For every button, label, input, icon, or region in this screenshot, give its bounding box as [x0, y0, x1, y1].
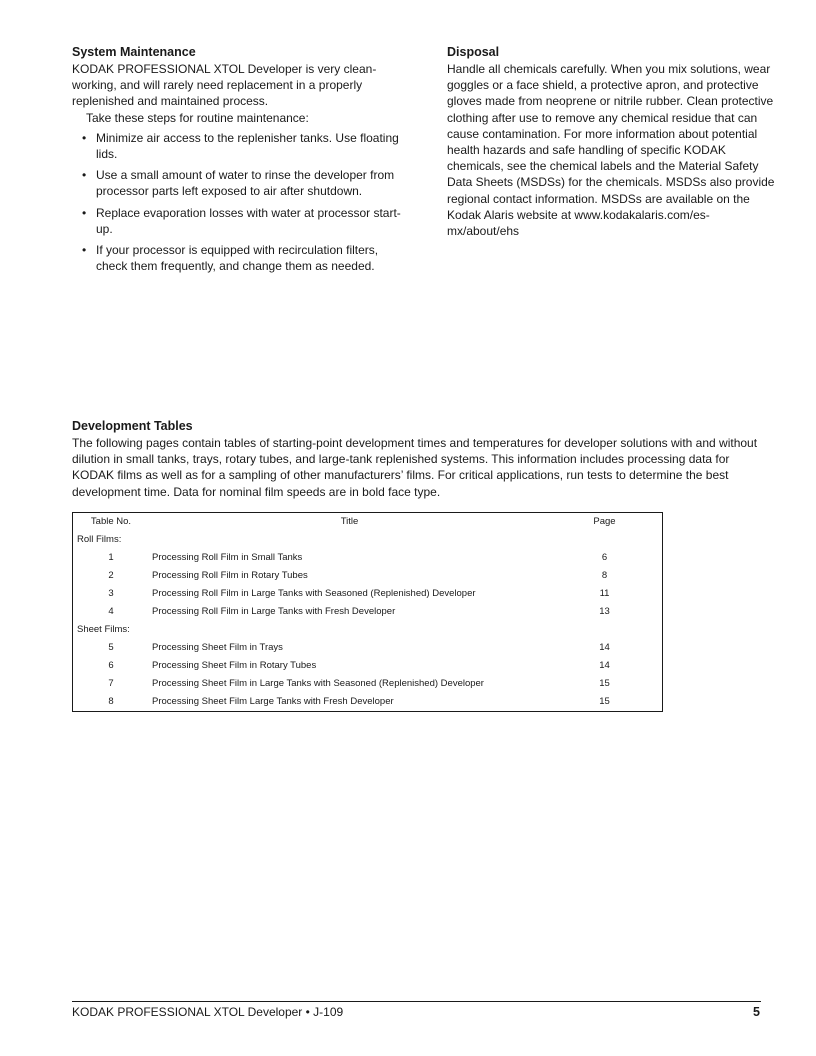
list-item [72, 130, 402, 162]
table-row [73, 675, 663, 693]
header-title: Title [340, 516, 359, 527]
cell-title: Processing Roll Film in Small Tanks [152, 552, 303, 563]
cell-page: 8 [601, 570, 608, 581]
cell-title: Processing Sheet Film in Rotary Tubes [152, 660, 317, 671]
cell-page: 15 [599, 696, 610, 707]
cell-page: 14 [599, 642, 610, 653]
cell-no: 5 [108, 642, 114, 653]
list-item-text: Use a small amount of water to rinse the developer from processor parts left exposed to air after shutdown. [96, 168, 395, 199]
list-item [72, 167, 402, 199]
cell-no: 6 [108, 660, 114, 671]
list-item [72, 242, 402, 274]
table-header-row [73, 513, 663, 532]
cell-no: 3 [108, 588, 114, 599]
header-table-no: Table No. [90, 516, 132, 527]
steps-intro: Take these steps for routine maintenance: [86, 110, 309, 125]
footer-divider [72, 1001, 761, 1002]
system-maintenance-heading: System Maintenance [72, 45, 196, 59]
table-row [73, 603, 663, 621]
table-row [73, 639, 663, 657]
development-tables-body: The following pages contain tables of starting-point development times and temperatures for developer solutions with and without dilution in small tanks, trays, rotary tubes, and large-tank replenished systems. This information includes processing data for KODAK films as well as for a sampling of other manufacturers’ films. For critical applications, run tests to determine the best development time. Data for nominal film speeds are in bold face type. [72, 436, 758, 499]
cell-no: 2 [108, 570, 114, 581]
group-label: Roll Films: [77, 534, 122, 545]
cell-title: Processing Sheet Film in Large Tanks with Seasoned (Replenished) Developer [152, 678, 484, 689]
table-row [73, 585, 663, 603]
cell-title: Processing Sheet Film in Trays [152, 642, 283, 653]
cell-page: 14 [599, 660, 610, 671]
cell-page: 6 [601, 552, 608, 563]
list-item-text: Replace evaporation losses with water at processor start-up. [96, 205, 401, 236]
cell-no: 4 [108, 606, 114, 617]
development-tables-heading: Development Tables [72, 419, 193, 433]
system-maintenance-intro: KODAK PROFESSIONAL XTOL Developer is very clean-working, and will rarely need replacement in a properly replenished and maintained process. [72, 62, 377, 109]
system-maintenance-section [72, 44, 402, 279]
table-row [73, 567, 663, 585]
list-item-text: Minimize air access to the replenisher tanks. Use floating lids. [96, 130, 399, 162]
disposal-heading: Disposal [447, 45, 500, 59]
cell-page: 15 [599, 678, 610, 689]
header-page: Page [593, 516, 616, 527]
list-item [72, 205, 402, 237]
group-label: Sheet Films: [77, 624, 130, 635]
bullet-icon: • [82, 205, 87, 220]
bullet-icon: • [82, 168, 87, 183]
cell-no: 7 [108, 678, 114, 689]
cell-no: 1 [108, 552, 114, 563]
maintenance-list [72, 130, 402, 275]
cell-title: Processing Roll Film in Large Tanks with Seasoned (Replenished) Developer [152, 588, 476, 599]
table-row [73, 549, 663, 567]
bullet-icon: • [82, 130, 87, 145]
list-item-text: If your processor is equipped with recirculation filters, check them frequently, and change them as needed. [96, 243, 379, 274]
table-row [73, 657, 663, 675]
disposal-body: Handle all chemicals carefully. When you mix solutions, wear goggles or a face shield, a protective apron, and protective gloves made from neoprene or nitrile rubber. Clean protective clothing after use to remove any chemical residue that can cause contamination. For more information about potential health hazards and safe handling of specific KODAK chemicals, see the chemical labels and the Material Safety Data Sheets (MSDSs) for the chemicals. MSDSs also provide regional contact information. MSDSs are available on the Kodak Alaris website at www.kodakalaris.com/es-mx/about/ehs [447, 62, 775, 239]
cell-no: 8 [108, 696, 114, 707]
group-row-sheet-films [73, 621, 663, 639]
footer-title: KODAK PROFESSIONAL XTOL Developer • J-109 [72, 1005, 344, 1019]
cell-page: 11 [599, 588, 610, 599]
group-row-roll-films [73, 531, 663, 549]
tables-index [72, 512, 663, 712]
table-row [73, 693, 663, 712]
disposal-section [447, 44, 777, 239]
page-number: 5 [753, 1005, 760, 1019]
cell-title: Processing Roll Film in Large Tanks with Fresh Developer [152, 606, 396, 617]
cell-title: Processing Sheet Film Large Tanks with Fresh Developer [152, 696, 394, 707]
bullet-icon: • [82, 243, 87, 258]
cell-title: Processing Roll Film in Rotary Tubes [152, 570, 308, 581]
development-tables-section [72, 418, 764, 500]
cell-page: 13 [599, 606, 610, 617]
